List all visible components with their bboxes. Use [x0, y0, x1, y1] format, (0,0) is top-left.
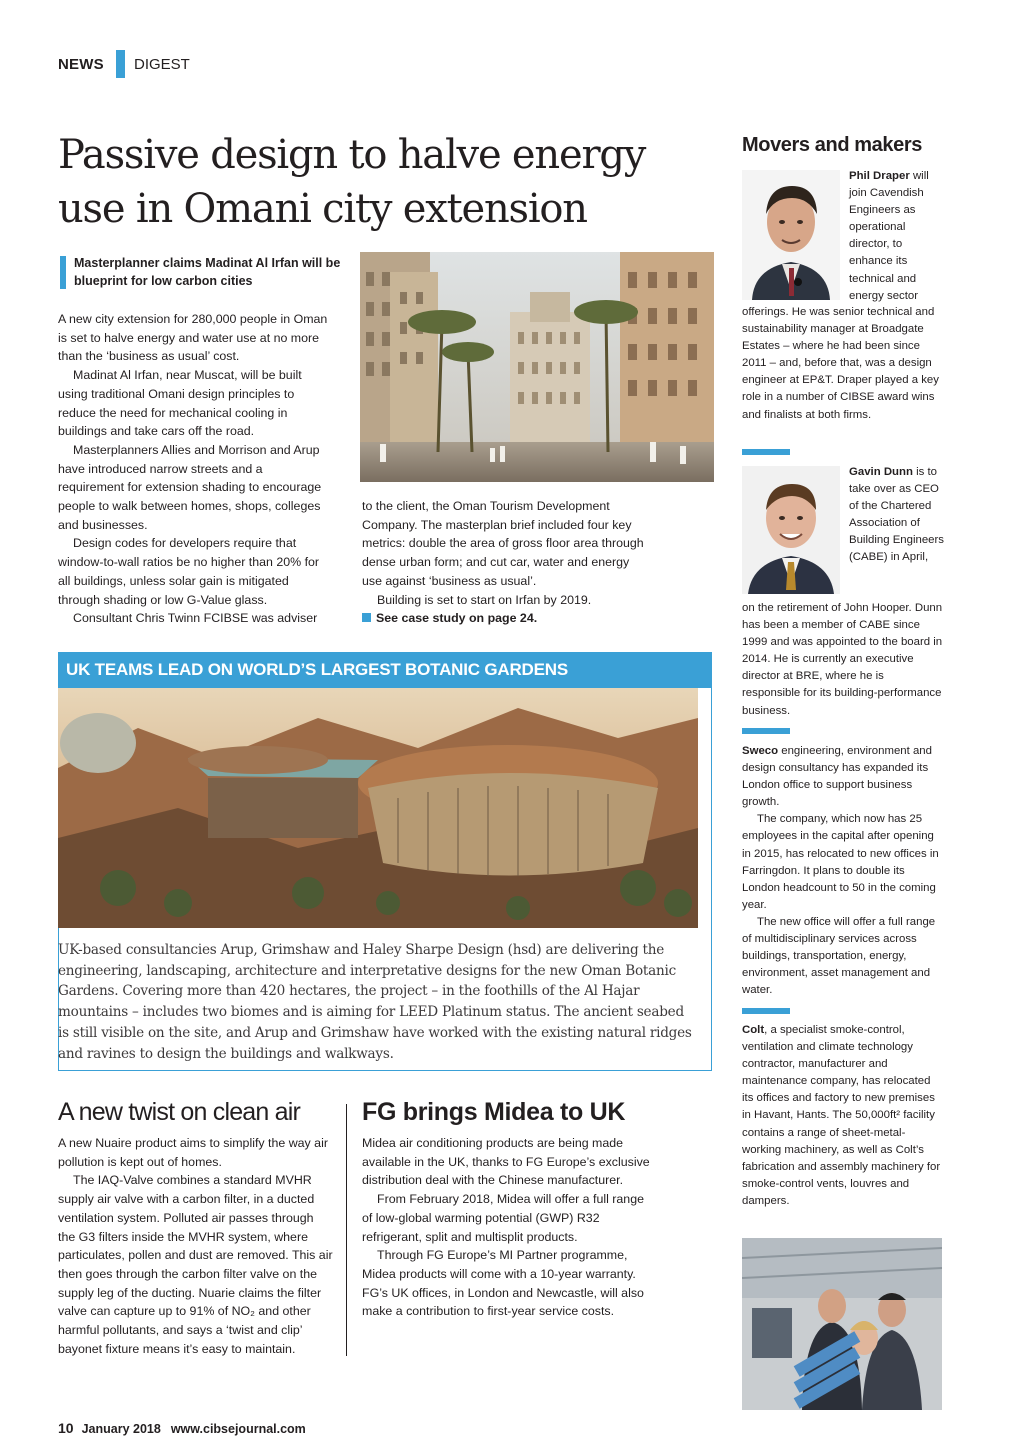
colt-text: , a specialist smoke-control, ventilation and climate technology contractor, manufacturer and maintenance company, has relocated its offices and factory to new premises in Havant, Hants. The 50,000ft² facility contains a range of sheet-metal-working machinery, as well as Colt’s fabrication and assembly machinery for smoke-control vents, louvres and dampers.: [742, 1024, 941, 1207]
dunn-name: Gavin Dunn: [849, 466, 913, 478]
colt-factory-photo: [742, 1238, 942, 1410]
colt-name: Colt: [742, 1024, 765, 1036]
botanic-gardens-photo: [58, 688, 698, 928]
paragraph: The new office will offer a full range of multidisciplinary services across buildings, transportation, energy, environment, asset management and water.: [742, 915, 936, 997]
sidebar-rule: [742, 728, 790, 734]
sweco-name: Sweco: [742, 745, 779, 757]
paragraph: Midea air conditioning products are being made available in the UK, thanks to FG Europe’s exclusive distribution deal with the Chinese manufacturer.: [362, 1136, 650, 1188]
see-case-study-text: See case study on page 24.: [376, 611, 538, 626]
midea-body: [362, 1134, 652, 1321]
sidebar-heading: Movers and makers: [742, 134, 922, 156]
section-label: NEWS: [58, 56, 104, 73]
standfirst: Masterplanner claims Madinat Al Irfan will be blueprint for low carbon cities: [74, 256, 341, 288]
paragraph: [742, 743, 942, 811]
draper-intro: will join Cavendish Engineers as operational director, to enhance its technical and energy sector: [849, 170, 929, 302]
paragraph: The IAQ-Valve combines a standard MVHR supply air valve with a carbon filter, in a ducted ventilation system. Polluted air passes through the G3 filters inside the MVHR system, where particulates, pollen and dust are removed. This air then goes through the carbon filter valve on the supply leg of the ducting. Nuarie claims the filter valve can capture up to 91% of NO₂ and other harmful pollutants, and says a ‘twist and clip’ bayonet fixture means it’s easy to maintain.: [58, 1173, 333, 1356]
main-column-2: [362, 497, 652, 628]
see-case-study-link[interactable]: [362, 609, 652, 628]
paragraph: Design codes for developers require that window-to-wall ratios be no higher than 20% for all buildings, unless solar gain is mitigated through shading or low G-Value glass.: [58, 536, 320, 607]
issue-date: January 2018: [81, 1422, 161, 1436]
colt-item: [742, 1022, 942, 1210]
botanic-title: UK TEAMS LEAD ON WORLD’S LARGEST BOTANIC GARDENS: [66, 660, 568, 679]
dunn-text-bottom: on the retirement of John Hooper. Dunn has been a member of CABE since 1999 and was appointed to the board in 2014. He is currently an executive director at BRE, where he is responsible for its building-performance business.: [742, 602, 943, 717]
sweco-item: [742, 743, 942, 999]
paragraph: Masterplanners Allies and Morrison and Arup have introduced narrow streets and a requirement for extension shading to encourage people to walk between homes, shops, colleges and businesses.: [58, 442, 322, 532]
dunn-intro: is to take over as CEO of the Chartered Association of Building Engineers (CABE) in April,: [849, 466, 944, 564]
draper-text-bottom: offerings. He was senior technical and sustainability manager at Broadgate Estates – where he had been since 2011 – and, before that, was a design engineer at EP&T. Draper played a key role in a number of CIBSE award wins and finalists at both firms.: [742, 306, 939, 421]
paragraph: The company, which now has 25 employees in the capital after opening in 2015, has relocated to new offices in Farringdon. It plans to double its London headcount to 50 in the coming year.: [742, 813, 939, 911]
draper-portrait: [742, 170, 840, 300]
draper-text-top: [849, 168, 944, 305]
paragraph: Consultant Chris Twinn FCIBSE was adviser: [73, 611, 318, 626]
headline-line-1: Passive design to halve energy: [58, 132, 646, 178]
botanic-caption: UK-based consultancies Arup, Grimshaw and Haley Sharpe Design (hsd) are delivering the engineering, landscaping, architecture and interpretative designs for the new Oman Botanic Gardens. Covering more than 420 hectares, the project – in the foothills of the Al Hajar mountains – includes two biomes and is aiming for LEED Platinum status. The ancient seabed is still visible on the site, and Arup and Grimshaw have worked with the existing natural ridges and ravines to design the buildings and walkways.: [58, 942, 692, 1062]
dunn-text-top: [849, 464, 944, 567]
paragraph: Through FG Europe’s MI Partner programme, Midea products will come with a 10-year warranty. FG’s UK offices, in London and Newcastle, will also make a contribution to first-year service costs.: [362, 1248, 644, 1319]
subsection-label: DIGEST: [134, 56, 190, 73]
twist-body: [58, 1134, 334, 1358]
paragraph: Building is set to start on Irfan by 2019.: [377, 592, 592, 607]
page-footer: [58, 1420, 306, 1436]
paragraph: to the client, the Oman Tourism Development Company. The masterplan brief included four key metrics: double the area of gross floor area through dense urban form; and cut car, water and energy use against ‘business as usual’.: [362, 499, 644, 588]
sweco-intro: engineering, environment and design consultancy has expanded its London office to support business growth.: [742, 745, 932, 809]
headline-line-2: use in Omani city extension: [58, 186, 587, 232]
website-link[interactable]: www.cibsejournal.com: [170, 1422, 306, 1436]
standfirst-bar: [60, 256, 66, 289]
twist-headline: A new twist on clean air: [58, 1098, 301, 1126]
main-headline: [58, 128, 698, 236]
main-column-1: [58, 310, 330, 628]
paragraph: A new Nuaire product aims to simplify the way air pollution is kept out of homes.: [58, 1136, 328, 1169]
midea-headline: FG brings Midea to UK: [362, 1098, 626, 1126]
sidebar-rule: [742, 449, 790, 455]
paragraph: From February 2018, Midea will offer a full range of low-global warming potential (GWP) R32 refrigerant, split and multisplit products.: [362, 1192, 644, 1244]
paragraph: A new city extension for 280,000 people in Oman is set to halve energy and water use at no more than the ‘business as usual’ cost.: [58, 312, 328, 364]
bullet-square-icon: [362, 613, 371, 622]
paragraph: Madinat Al Irfan, near Muscat, will be built using traditional Omani design principles to reduce the need for mechanical cooling in buildings and take cars off the road.: [58, 368, 302, 439]
draper-name: Phil Draper: [849, 170, 910, 182]
sidebar-rule: [742, 1008, 790, 1014]
section-divider: [116, 50, 125, 78]
city-rendering-photo: [360, 252, 714, 482]
dunn-portrait: [742, 466, 840, 594]
page-number: 10: [58, 1420, 74, 1436]
column-divider: [346, 1104, 347, 1356]
